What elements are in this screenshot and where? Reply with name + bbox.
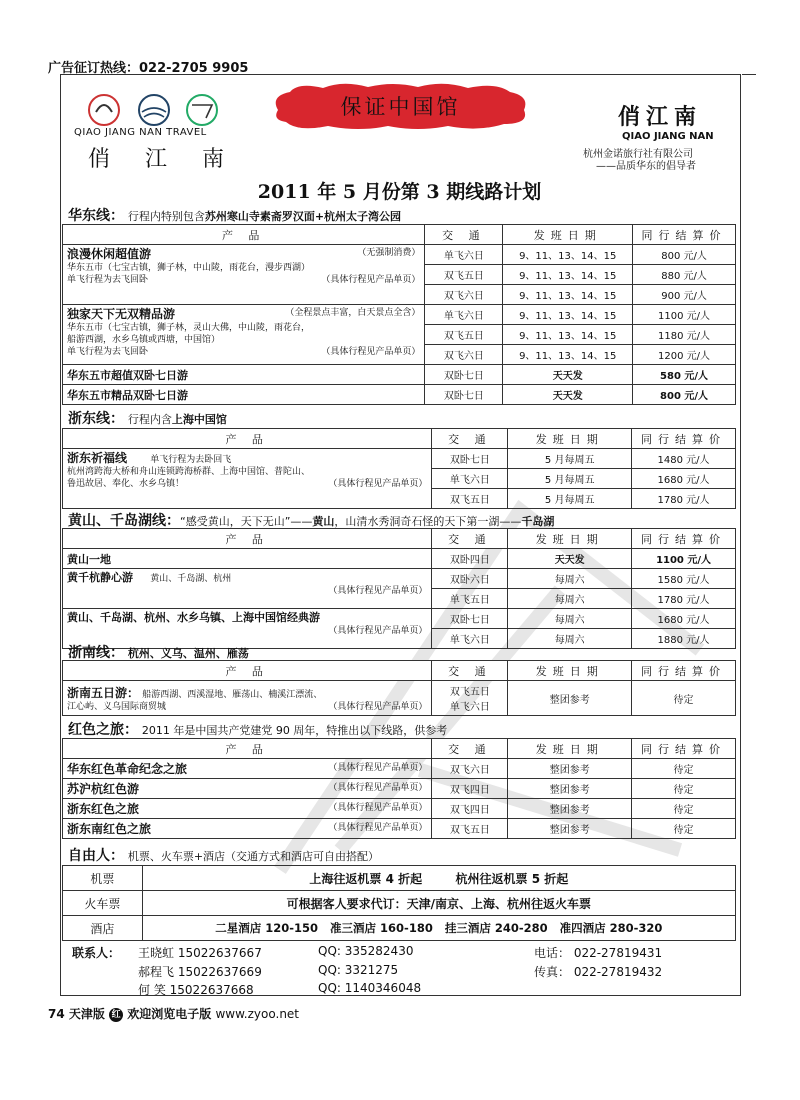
dates-cell: 天天发	[503, 365, 633, 385]
contact-fax: 传真： 022-27819432	[534, 965, 663, 979]
free-value: 二星酒店 120-150 准三酒店 160-180 挂三酒店 240-280 准四酒店 280-320	[142, 916, 735, 941]
dates-cell: 5 月每周五	[508, 489, 632, 509]
traffic-cell: 单飞六日	[425, 305, 503, 325]
price-cell: 1780 元/人	[632, 589, 736, 609]
traffic-cell: 双卧七日	[425, 365, 503, 385]
product-desc: 单飞行程为去飞回卧	[67, 275, 149, 285]
dates-cell: 整团参考	[508, 759, 632, 779]
dates-cell: 整团参考	[508, 799, 632, 819]
brand-slogan: ——品质华东的倡导者	[596, 161, 696, 172]
col-dates: 发班日期	[508, 429, 632, 449]
section-huangshan	[68, 510, 554, 530]
product-note: （具体行程见产品单页）	[328, 626, 428, 636]
dates-cell: 天天发	[508, 549, 632, 569]
section-title: 浙南线：	[68, 645, 124, 661]
footer-text: 欢迎浏览电子版	[127, 1007, 212, 1021]
col-product: 产 品	[63, 429, 432, 449]
price-cell: 1680 元/人	[632, 609, 736, 629]
price-cell: 1580 元/人	[632, 569, 736, 589]
traffic-cell	[432, 681, 508, 716]
dates-cell: 9、11、13、14、15	[503, 325, 633, 345]
price-cell: 580 元/人	[633, 365, 736, 385]
section-desc: 机票、火车票+酒店（交通方式和酒店可自由搭配）	[127, 850, 380, 863]
traffic-cell: 单飞六日	[432, 469, 508, 489]
traffic-cell: 双飞四日	[432, 779, 508, 799]
product-note: （具体行程见产品单页）	[321, 347, 421, 357]
banner-text: 保证中国馆	[340, 95, 461, 119]
contact-name: 何 笑	[138, 983, 166, 997]
col-price: 同行结算价	[632, 529, 736, 549]
product-name: 苏沪杭红色游	[67, 782, 140, 796]
contact-phone: 15022637668	[169, 983, 254, 997]
price-cell: 待定	[632, 759, 736, 779]
price-cell: 待定	[632, 799, 736, 819]
price-cell: 待定	[632, 681, 736, 716]
dates-cell: 整团参考	[508, 681, 632, 716]
section-title: 华东线：	[68, 208, 124, 224]
price-cell: 800 元/人	[633, 385, 736, 405]
traffic-cell: 双飞六日	[425, 285, 503, 305]
product-name: 华东红色革命纪念之旅	[67, 762, 188, 776]
product-name: 浪漫休闲超值游	[67, 247, 152, 261]
contact-qq: QQ: 335282430	[318, 944, 414, 958]
product-desc: 黄山、千岛湖、杭州	[150, 574, 232, 584]
product-cell	[63, 799, 432, 819]
product-name: 浙南五日游：	[67, 685, 140, 700]
product-cell	[63, 449, 432, 509]
dates-cell: 每周六	[508, 609, 632, 629]
section-highlight: 千岛湖	[521, 515, 555, 528]
rule	[742, 74, 756, 75]
product-desc: 单飞行程为去飞回卧	[67, 347, 149, 357]
section-highlight: 黄山	[312, 515, 335, 528]
col-product: 产 品	[63, 529, 432, 549]
traffic-cell: 双飞五日	[425, 325, 503, 345]
traffic-cell: 单飞六日	[432, 629, 508, 649]
page-title: 2011 年 5 月份第 3 期线路计划	[257, 181, 542, 203]
section-desc: “感受黄山，天下无山”——	[180, 515, 313, 528]
traffic-cell: 单飞五日	[432, 589, 508, 609]
product-note: （具体行程见产品单页）	[328, 823, 428, 833]
price-cell: 1680 元/人	[632, 469, 736, 489]
product-desc: 江心屿、义乌国际商贸城	[67, 701, 167, 712]
contact-tel: 电话： 022-27819431	[534, 946, 663, 960]
brand-name: 俏江南	[618, 104, 703, 130]
price-cell: 1780 元/人	[632, 489, 736, 509]
col-product: 产 品	[63, 225, 425, 245]
product-cell	[63, 779, 432, 799]
price-cell: 1200 元/人	[633, 345, 736, 365]
price-cell: 1480 元/人	[632, 449, 736, 469]
product-note: （具体行程见产品单页）	[321, 275, 421, 285]
price-cell: 1100 元/人	[633, 305, 736, 325]
footer	[48, 1005, 299, 1022]
product-cell	[63, 681, 432, 716]
price-cell: 800 元/人	[633, 245, 736, 265]
free-table	[62, 865, 736, 941]
product-name: 华东五市精品双卧七日游	[63, 385, 425, 405]
dates-cell: 5 月每周五	[508, 469, 632, 489]
contact-person	[138, 963, 262, 980]
traffic-cell: 双卧七日	[432, 609, 508, 629]
free-value: 可根据客人要求代订：天津/南京、上海、杭州往返火车票	[142, 891, 735, 916]
dates-cell: 9、11、13、14、15	[503, 245, 633, 265]
free-label: 机票	[63, 866, 143, 891]
col-dates: 发班日期	[508, 739, 632, 759]
price-cell: 待定	[632, 779, 736, 799]
section-desc: 2011 年是中国共产党建党 90 周年，特推出以下线路，供参考	[141, 724, 448, 737]
contact-qq: QQ: 1140346048	[318, 981, 422, 995]
col-price: 同行结算价	[632, 661, 736, 681]
product-name: 黄山、千岛湖、杭州、水乡乌镇、上海中国馆经典游	[67, 611, 320, 624]
price-cell: 900 元/人	[633, 285, 736, 305]
product-name: 浙东红色之旅	[67, 802, 140, 816]
dates-cell: 9、11、13、14、15	[503, 265, 633, 285]
product-name: 独家天下无双精品游	[67, 307, 176, 321]
traffic-cell: 双飞五日	[432, 489, 508, 509]
traffic-cell: 单飞六日	[425, 245, 503, 265]
traffic-cell: 双卧四日	[432, 549, 508, 569]
traffic-cell: 双飞五日	[432, 819, 508, 839]
huadong-table	[62, 224, 736, 405]
section-title: 自由人：	[68, 848, 124, 864]
traffic-cell: 双飞五日	[425, 265, 503, 285]
product-cell	[63, 245, 425, 305]
product-name: 黄山一地	[63, 549, 432, 569]
product-name: 华东五市超值双卧七日游	[63, 365, 425, 385]
product-note: （具体行程见产品单页）	[328, 586, 428, 596]
product-cell	[63, 759, 432, 779]
contacts-label: 联系人：	[72, 946, 121, 960]
price-cell: 880 元/人	[633, 265, 736, 285]
col-traffic: 交 通	[432, 529, 508, 549]
zhedong-table	[62, 428, 736, 509]
dates-cell: 每周六	[508, 629, 632, 649]
contact-qq: QQ: 3321275	[318, 963, 399, 977]
contact-name: 王晓虹	[138, 946, 175, 960]
contact-phone: 15022637669	[177, 965, 262, 979]
dates-cell: 每周六	[508, 589, 632, 609]
section-zhedong	[68, 408, 227, 428]
product-note: （具体行程见产品单页）	[328, 479, 428, 489]
traffic-option: 双飞五日	[449, 687, 490, 698]
red-badge-icon: 红	[109, 1008, 123, 1022]
section-huadong	[68, 205, 401, 225]
section-highlight: 上海中国馆	[171, 413, 227, 426]
dates-cell: 5 月每周五	[508, 449, 632, 469]
product-desc: 杭州湾跨海大桥和舟山连锁跨海桥群、上海中国馆、普陀山、	[67, 467, 311, 477]
product-name: 浙东南红色之旅	[67, 822, 152, 836]
dates-cell: 9、11、13、14、15	[503, 345, 633, 365]
traffic-cell: 双卧七日	[432, 449, 508, 469]
product-cell	[63, 569, 432, 609]
product-desc: 船游西湖、西溪湿地、雁荡山、楠溪江漂流、	[142, 689, 323, 700]
product-note: （具体行程见产品单页）	[328, 701, 428, 712]
dates-cell: 天天发	[503, 385, 633, 405]
dates-cell: 9、11、13、14、15	[503, 285, 633, 305]
contact-person	[138, 981, 254, 998]
red-table	[62, 738, 736, 839]
col-traffic: 交 通	[432, 429, 508, 449]
traffic-option: 单飞六日	[449, 702, 490, 713]
traffic-cell: 双卧六日	[432, 569, 508, 589]
contact-name: 郝程飞	[138, 965, 175, 979]
huangshan-table	[62, 528, 736, 649]
contact-phone: 15022637667	[177, 946, 262, 960]
col-price: 同行结算价	[633, 225, 736, 245]
dates-cell: 整团参考	[508, 819, 632, 839]
dates-cell: 每周六	[508, 569, 632, 589]
product-desc: 华东五市（七宝古镇，狮子林，中山陵，雨花台，漫步西湖）	[67, 263, 311, 273]
section-title: 黄山、千岛湖线：	[68, 513, 180, 529]
brand-company: 杭州金诺旅行社有限公司	[583, 149, 693, 160]
col-product: 产 品	[63, 739, 432, 759]
section-desc: 行程内特别包含	[127, 210, 205, 223]
product-desc: 华东五市（七宝古镇，狮子林，灵山大佛，中山陵，雨花台，	[67, 323, 311, 333]
product-note: （具体行程见产品单页）	[328, 803, 428, 813]
section-desc: ，山清水秀洞奇石怪的天下第一湖——	[334, 515, 522, 528]
contact-person	[138, 944, 262, 961]
product-tag: （全程景点丰富，白天景点全含）	[285, 308, 421, 318]
dates-cell: 整团参考	[508, 779, 632, 799]
price-cell: 1100 元/人	[632, 549, 736, 569]
section-title: 红色之旅：	[68, 722, 138, 738]
traffic-cell: 双飞六日	[425, 345, 503, 365]
free-label: 酒店	[63, 916, 143, 941]
section-highlight: 苏州寒山寺素斋罗汉面+杭州太子湾公园	[204, 210, 402, 223]
col-traffic: 交 通	[425, 225, 503, 245]
price-cell: 1880 元/人	[632, 629, 736, 649]
logo-en: QIAO JIANG NAN TRAVEL	[74, 127, 207, 138]
price-cell: 待定	[632, 819, 736, 839]
section-desc: 行程内含	[127, 413, 172, 426]
section-red	[68, 719, 447, 739]
product-name: 浙东祈福线	[67, 451, 128, 465]
col-price: 同行结算价	[632, 429, 736, 449]
col-dates: 发班日期	[508, 529, 632, 549]
col-product: 产 品	[63, 661, 432, 681]
logo-cn: 俏 江 南	[88, 147, 238, 172]
page-number: 74 天津版	[48, 1007, 105, 1021]
free-value: 上海往返机票 4 折起 杭州往返机票 5 折起	[142, 866, 735, 891]
product-cell	[63, 819, 432, 839]
product-tag: （无强制消费）	[357, 248, 421, 258]
product-note: （具体行程见产品单页）	[328, 763, 428, 773]
traffic-cell: 双飞四日	[432, 799, 508, 819]
product-desc: 船游西湖，水乡乌镇或西塘，中国馆）	[67, 335, 221, 345]
dates-cell: 9、11、13、14、15	[503, 305, 633, 325]
traffic-cell: 双飞六日	[432, 759, 508, 779]
footer-url[interactable]: www.zyoo.net	[215, 1007, 300, 1021]
col-traffic: 交 通	[432, 661, 508, 681]
traffic-cell: 双卧七日	[425, 385, 503, 405]
brand-en: QIAO JIANG NAN	[622, 131, 714, 142]
section-zhenan	[68, 642, 249, 662]
section-desc: 杭州、义乌、温州、雁荡	[127, 647, 249, 660]
col-traffic: 交 通	[432, 739, 508, 759]
section-title: 浙东线：	[68, 411, 124, 427]
product-desc: 鲁迅故居、奉化、水乡乌镇！	[67, 479, 185, 489]
product-cell	[63, 305, 425, 365]
product-note: （具体行程见产品单页）	[328, 783, 428, 793]
section-free	[68, 845, 379, 865]
product-tag: 单飞行程为去卧回飞	[150, 455, 232, 465]
col-dates: 发班日期	[508, 661, 632, 681]
col-dates: 发班日期	[503, 225, 633, 245]
zhenan-table	[62, 660, 736, 716]
free-label: 火车票	[63, 891, 143, 916]
ad-hotline: 广告征订热线：022-2705 9905	[48, 61, 249, 76]
col-price: 同行结算价	[632, 739, 736, 759]
product-name: 黄千杭静心游	[67, 571, 133, 584]
price-cell: 1180 元/人	[633, 325, 736, 345]
